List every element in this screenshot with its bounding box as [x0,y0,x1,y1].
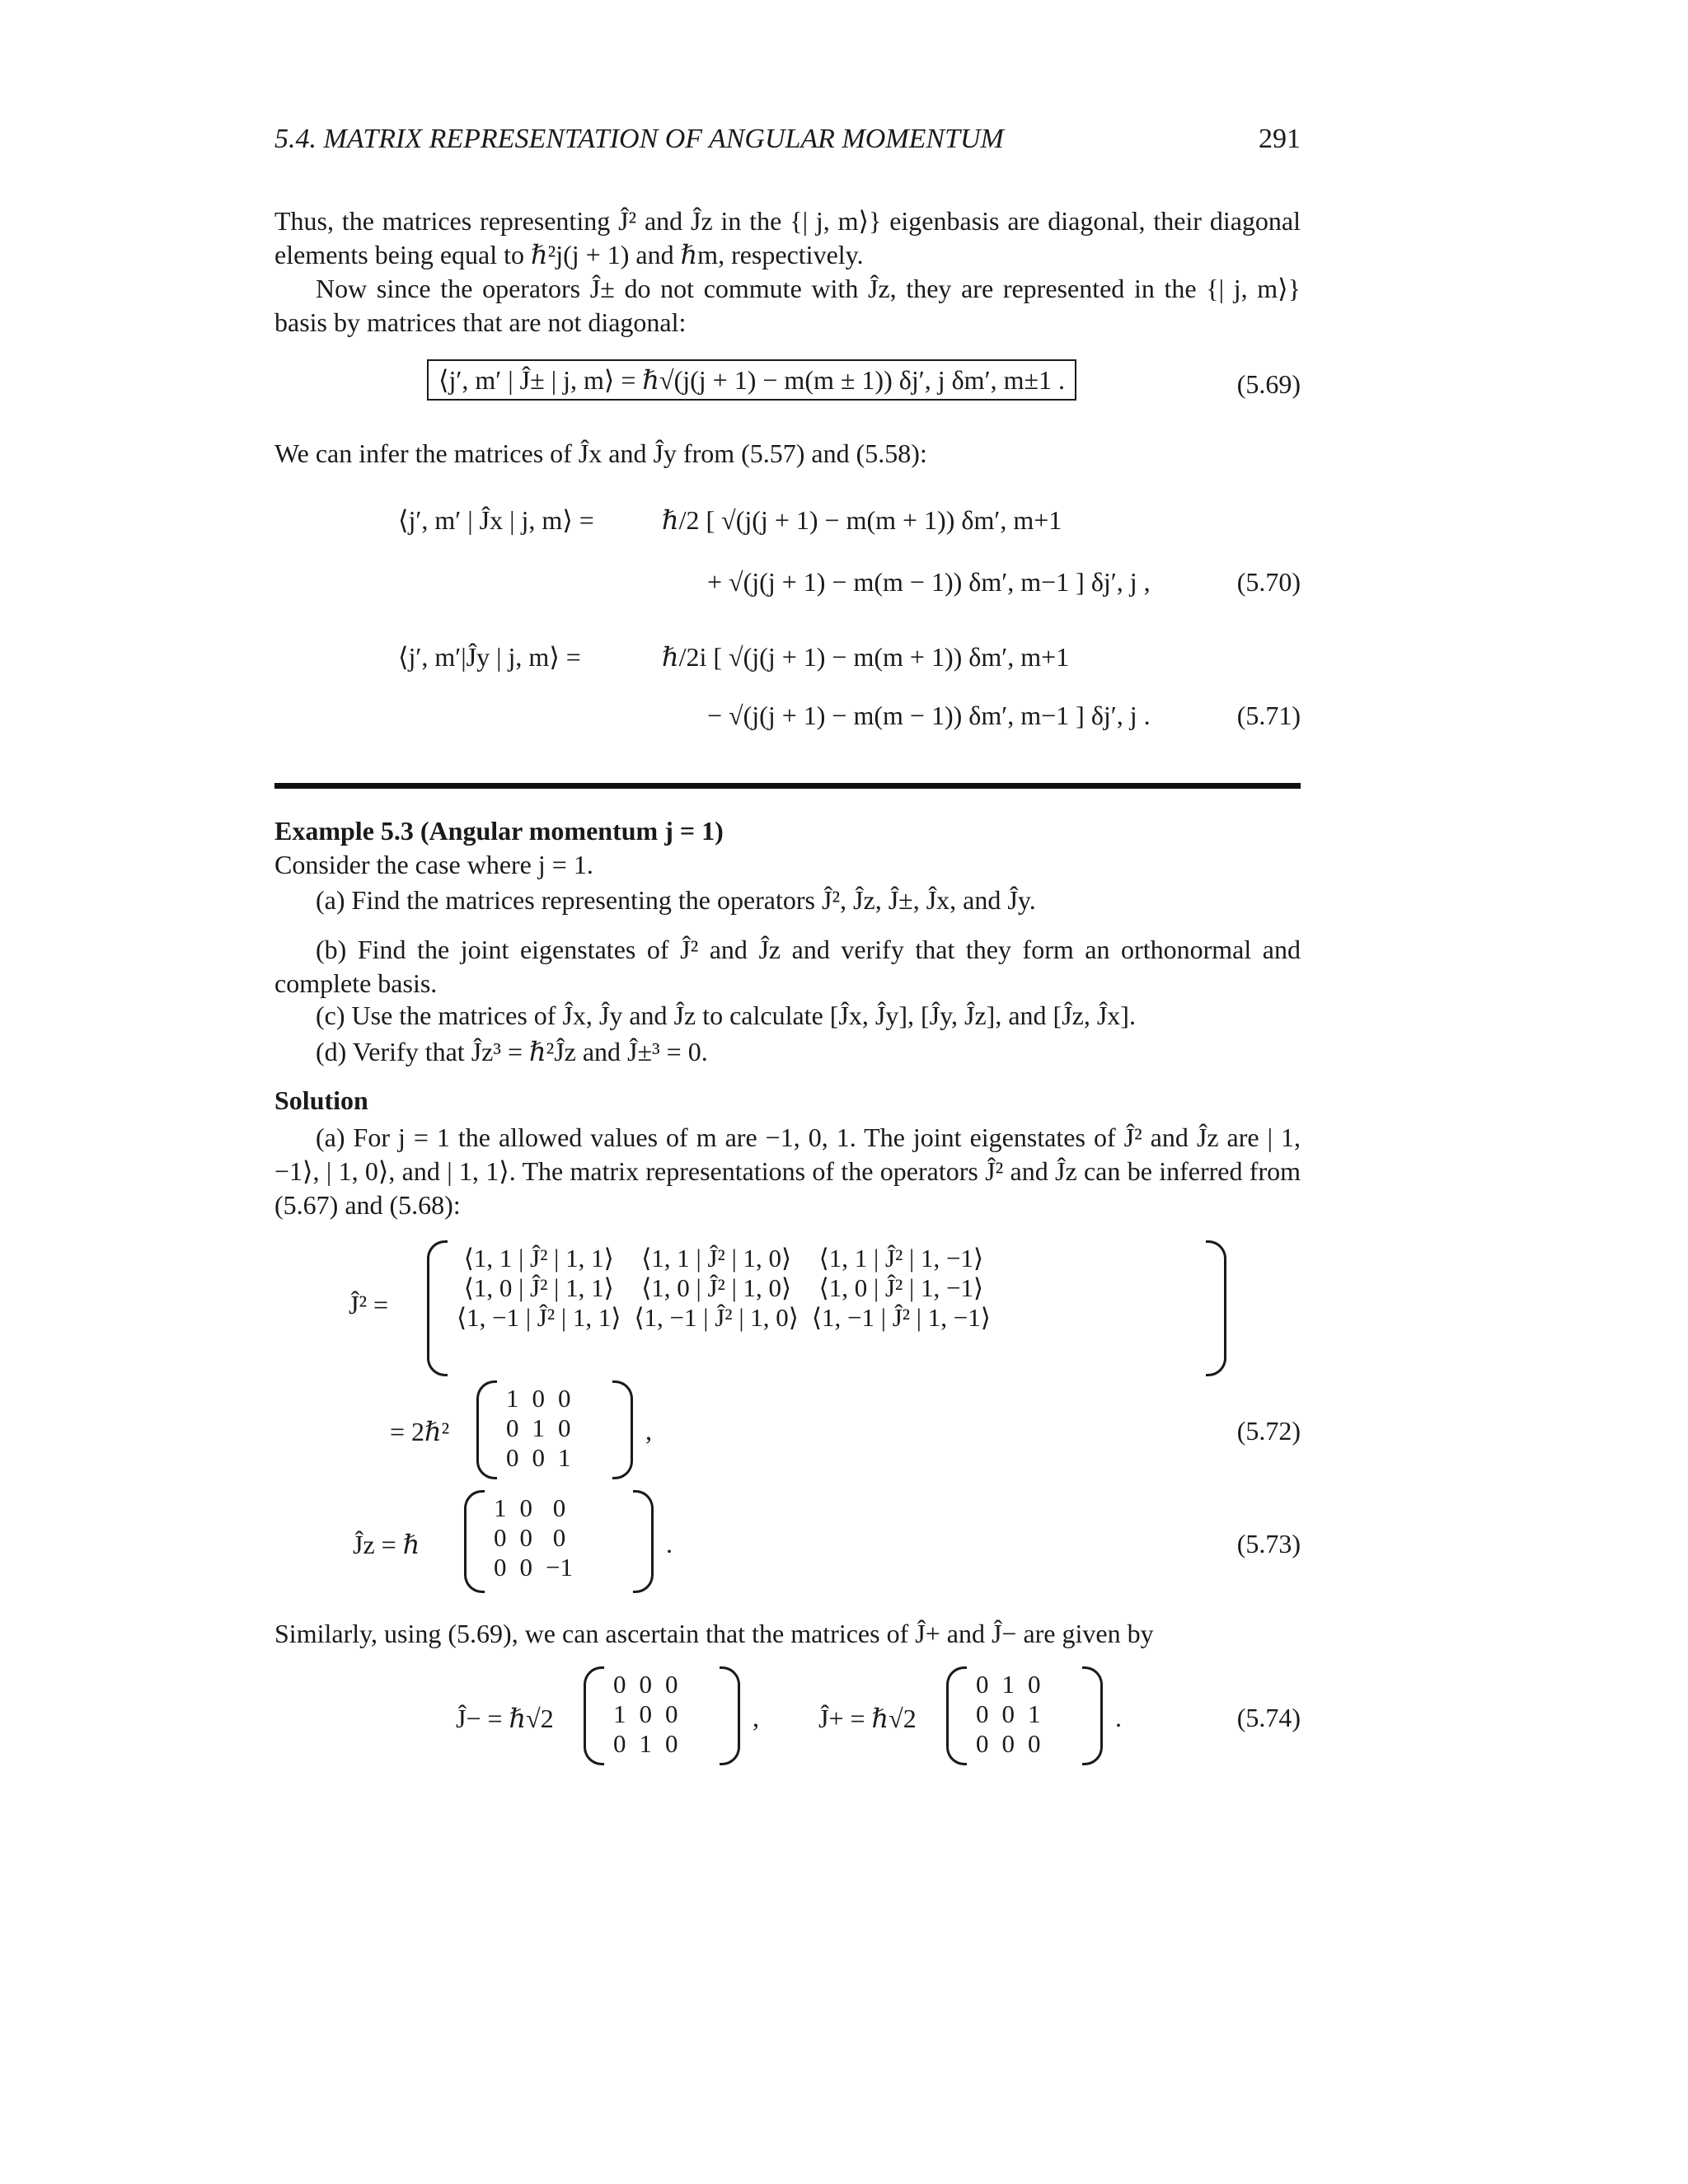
left-bracket [946,1666,967,1765]
equation-5-71-lhs: ⟨j′, m′|Ĵy | j, m⟩ = [398,642,581,672]
equation-5-70-line-1: ℏ/2 [ √(j(j + 1) − m(m + 1)) δm′, m+1 [662,505,1062,535]
matrix-cell: 0 [519,1493,532,1522]
equation-5-69-boxed: ⟨j′, m′ | Ĵ± | j, m⟩ = ℏ√(j(j + 1) − m(m ± 1)) δj′, j δm′, m±1 . [427,359,1076,401]
matrix-j-plus-grid [969,1670,1048,1759]
left-bracket [476,1380,497,1479]
matrix-cell: 0 [558,1413,571,1442]
equation-number-5-70: (5.70) [1236,567,1301,597]
matrix-cell: 0 [532,1443,545,1472]
matrix-5-72 [476,1380,633,1479]
matrix-cell: 0 [552,1493,566,1522]
matrix-5-72-grid [499,1384,578,1473]
matrix-cell: 1 [1028,1699,1041,1728]
matrix-cell: 0 [976,1670,989,1699]
equation-5-74-period: . [1115,1703,1122,1732]
matrix-cell: 0 [1001,1699,1015,1728]
matrix-cell: 0 [552,1523,566,1552]
matrix-cell: 0 [494,1553,507,1582]
page-number: 291 [1259,124,1301,154]
equation-5-72-comma: , [645,1416,652,1446]
right-bracket [633,1490,654,1593]
matrix-j2-cell: ⟨1, 1 | Ĵ² | 1, 0⟩ [641,1244,792,1272]
intro-paragraph-1: Thus, the matrices representing Ĵ² and Ĵz in the {| j, m⟩} eigenbasis are diagonal, their diagonal elements being equal to ℏ²j(j + 1) and ℏm, respectively. [274,206,1301,269]
matrix-cell: 0 [519,1523,532,1552]
matrix-cell: 1 [613,1699,626,1728]
matrix-cell: 0 [558,1384,571,1413]
matrix-j2-cell: ⟨1, −1 | Ĵ² | 1, −1⟩ [811,1303,991,1332]
matrix-j2-cell: ⟨1, 1 | Ĵ² | 1, −1⟩ [818,1244,984,1272]
matrix-cell: 1 [506,1384,519,1413]
matrix-j2-cell: ⟨1, 1 | Ĵ² | 1, 1⟩ [463,1244,614,1272]
header-title: 5.4. MATRIX REPRESENTATION OF ANGULAR MOMENTUM [274,124,1004,154]
matrix-cell: 1 [558,1443,571,1472]
matrix-cell: 1 [639,1729,652,1758]
matrix-j2-cell: ⟨1, 0 | Ĵ² | 1, 0⟩ [641,1273,792,1302]
matrix-cell: 0 [639,1670,652,1699]
equation-number-5-74: (5.74) [1236,1703,1301,1732]
example-intro: Consider the case where j = 1. [274,850,593,879]
right-bracket [1082,1666,1103,1765]
matrix-j2-cell: ⟨1, 0 | Ĵ² | 1, 1⟩ [463,1273,614,1302]
left-bracket [427,1240,448,1376]
equation-5-72-lhs: = 2ℏ² [390,1417,450,1446]
equation-5-71-line-2: − √(j(j + 1) − m(m − 1)) δm′, m−1 ] δj′, j . [707,701,1151,730]
matrix-cell: 0 [665,1670,678,1699]
equation-5-73-lhs: Ĵz = ℏ [353,1530,420,1559]
example-part-b: (b) Find the joint eigenstates of Ĵ² and Ĵz and verify that they form an orthonormal and complete basis. [274,935,1301,998]
matrix-j2-elements [427,1240,1226,1376]
matrix-cell: 0 [1028,1670,1041,1699]
matrix-cell: 0 [506,1443,519,1472]
equation-5-74-comma: , [753,1703,759,1732]
matrix-j2-cell: ⟨1, 0 | Ĵ² | 1, −1⟩ [818,1273,984,1302]
matrix-cell: 0 [665,1729,678,1758]
matrix-cell: 0 [519,1553,532,1582]
equation-number-5-71: (5.71) [1236,701,1301,730]
matrix-j2-cell: ⟨1, −1 | Ĵ² | 1, 1⟩ [457,1303,621,1332]
example-title: Example 5.3 (Angular momentum j = 1) [274,816,724,846]
matrix-j-minus-grid [607,1670,685,1759]
matrix-cell: −1 [546,1553,573,1582]
left-bracket [464,1490,485,1593]
equation-5-73-period: . [666,1529,673,1558]
right-bracket [720,1666,740,1765]
matrix-cell: 0 [665,1699,678,1728]
matrix-cell: 0 [1001,1729,1015,1758]
matrix-j2-lhs: Ĵ² = [349,1290,389,1319]
matrix-j-plus [946,1666,1103,1765]
matrix-cell: 0 [639,1699,652,1728]
equation-number-5-69: (5.69) [1236,369,1301,399]
matrix-cell: 1 [494,1493,507,1522]
left-bracket [584,1666,604,1765]
section-rule [274,783,1301,789]
matrix-cell: 1 [1001,1670,1015,1699]
matrix-j2-grid [450,1244,997,1333]
matrix-cell: 0 [613,1729,626,1758]
matrix-cell: 0 [976,1699,989,1728]
example-part-c: (c) Use the matrices of Ĵx, Ĵy and Ĵz to calculate [Ĵx, Ĵy], [Ĵy, Ĵz], and [Ĵz, Ĵx]. [316,1001,1136,1030]
equation-5-70-line-2: + √(j(j + 1) − m(m − 1)) δm′, m−1 ] δj′, j , [707,567,1151,597]
matrix-cell: 0 [506,1413,519,1442]
right-bracket [612,1380,633,1479]
matrix-5-73-grid [487,1493,579,1582]
book-page [274,0,1301,2184]
equation-number-5-72: (5.72) [1236,1416,1301,1446]
paragraph-similarly: Similarly, using (5.69), we can ascertain that the matrices of Ĵ+ and Ĵ− are given by [274,1619,1154,1648]
equation-5-74-lhs-minus: Ĵ− = ℏ√2 [456,1704,554,1733]
matrix-cell: 0 [976,1729,989,1758]
matrix-cell: 1 [532,1413,545,1442]
matrix-cell: 0 [532,1384,545,1413]
matrix-5-73 [464,1490,654,1593]
equation-5-71-line-1: ℏ/2i [ √(j(j + 1) − m(m + 1)) δm′, m+1 [662,642,1070,672]
matrix-cell: 0 [613,1670,626,1699]
matrix-j-minus [584,1666,740,1765]
equation-number-5-73: (5.73) [1236,1529,1301,1558]
running-header [274,124,1301,155]
matrix-cell: 0 [494,1523,507,1552]
paragraph-infer-jx-jy: We can infer the matrices of Ĵx and Ĵy from (5.57) and (5.58): [274,438,927,468]
example-part-a: (a) Find the matrices representing the operators Ĵ², Ĵz, Ĵ±, Ĵx, and Ĵy. [316,885,1036,915]
example-part-d: (d) Verify that Ĵz³ = ℏ²Ĵz and Ĵ±³ = 0. [316,1037,708,1066]
matrix-cell: 0 [1028,1729,1041,1758]
solution-heading: Solution [274,1085,368,1115]
solution-paragraph-1: (a) For j = 1 the allowed values of m are −1, 0, 1. The joint eigenstates of Ĵ² and Ĵz are | 1, −1⟩, | 1, 0⟩, and | 1, 1⟩. The matrix representations of the operators Ĵ² and Ĵz can be inferred from (5.67) and (5.68): [274,1122,1301,1220]
equation-5-74-lhs-plus: Ĵ+ = ℏ√2 [818,1704,917,1733]
matrix-j2-cell: ⟨1, −1 | Ĵ² | 1, 0⟩ [634,1303,799,1332]
right-bracket [1206,1240,1226,1376]
equation-5-70-lhs: ⟨j′, m′ | Ĵx | j, m⟩ = [398,505,594,535]
intro-paragraph-2: Now since the operators Ĵ± do not commute with Ĵz, they are represented in the {| j, m⟩} basis by matrices that are not diagonal: [274,274,1301,337]
